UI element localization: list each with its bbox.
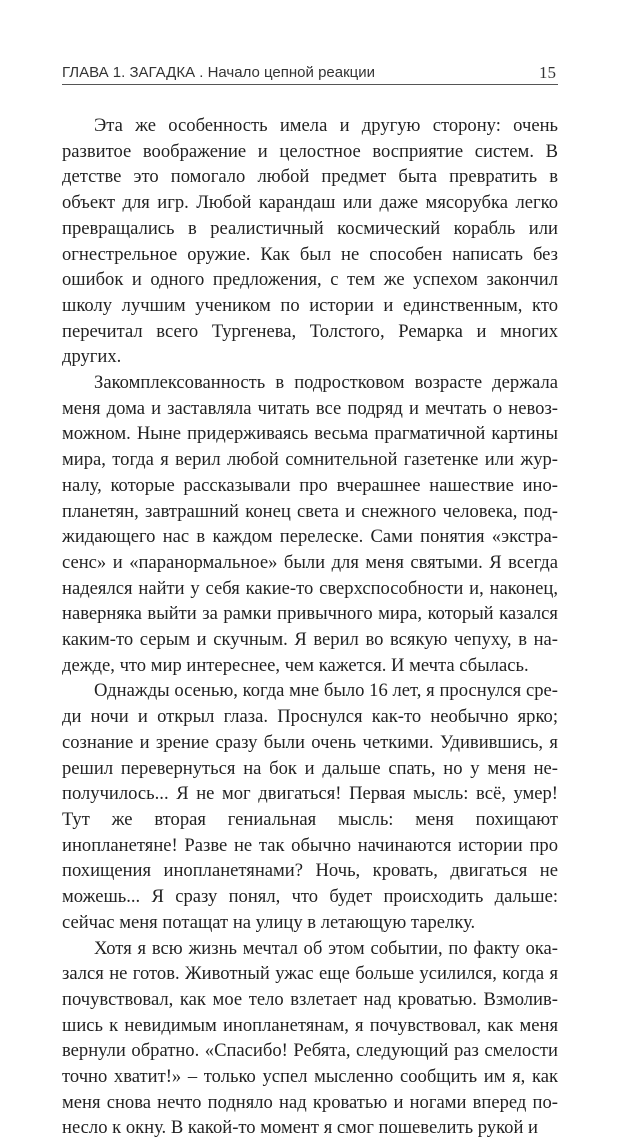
paragraph: Однажды осенью, когда мне было 16 лет, я проснулся среди ночи и открыл глаза. Проснулся как-то необычно ярко; сознание и зрение сразу были очень четкими. Удивившись, я решил перевернуться на бок и дальше спать, но у меня неполучилось... Я не мог двигаться! Первая мысль: всё, умер! Тут же вторая гениальная мысль: меня похищают инопланетяне! Разве не так обычно начинаются истории про похищения инопланетянами? Ночь, кровать, двигаться не можешь... Я сразу понял, что будет происходить дальше: сейчас меня потащат на улицу в летающую тарелку. bbox=[62, 678, 558, 935]
running-header bbox=[62, 62, 558, 85]
paragraph: Хотя я всю жизнь мечтал об этом событии, по факту оказался не готов. Животный ужас еще больше усилился, когда я почувствовал, как мое тело взлетает над кроватью. Взмолившись к невидимым инопланетянам, я почувствовал, как меня вернули обратно. «Спасибо! Ребята, следующий раз смелости точно хватит!» – только успел мысленно сообщить им я, как меня снова нечто подняло над кроватью и ногами вперед понесло к окну. В какой-то момент я смог пошевелить рукой и bbox=[62, 936, 558, 1141]
paragraph: Закомплексованность в подростковом возрасте держала меня дома и заставляла читать все подряд и мечтать о невозможном. Ныне придерживаясь весьма прагматичной картины мира, тогда я верил любой сомнительной газетенке или журналу, которые рассказывали про вчерашнее нашествие инопланетян, завтрашний конец света и снежного человека, поджидающего нас в каждом перелеске. Сами понятия «экстрасенс» и «паранормальное» были для меня святыми. Я всегда надеялся найти у себя какие-то сверхспособности и, наконец, наверняка выйти за рамки привычного мира, который казался каким-то серым и скучным. Я верил во всякую чепуху, в надежде, что мир интереснее, чем кажется. И мечта сбылась. bbox=[62, 370, 558, 678]
book-page bbox=[62, 62, 558, 962]
paragraph: Эта же особенность имела и другую сторону: очень развитое воображение и целостное восприятие систем. В детстве это помогало любой предмет быта превратить в объект для игр. Любой карандаш или даже мясорубка легко превращались в реалистичный космический корабль или огнестрельное оружие. Как был не способен написать без ошибок и одного предложения, с тем же успехом закончил школу лучшим учеником по истории и единственным, кто перечитал всего Тургенева, Толстого, Ремарка и многих других. bbox=[62, 113, 558, 370]
page-number: 15 bbox=[539, 62, 556, 84]
chapter-title: ГЛАВА 1. ЗАГАДКА . Начало цепной реакции bbox=[62, 62, 375, 84]
body-text bbox=[62, 113, 558, 1141]
